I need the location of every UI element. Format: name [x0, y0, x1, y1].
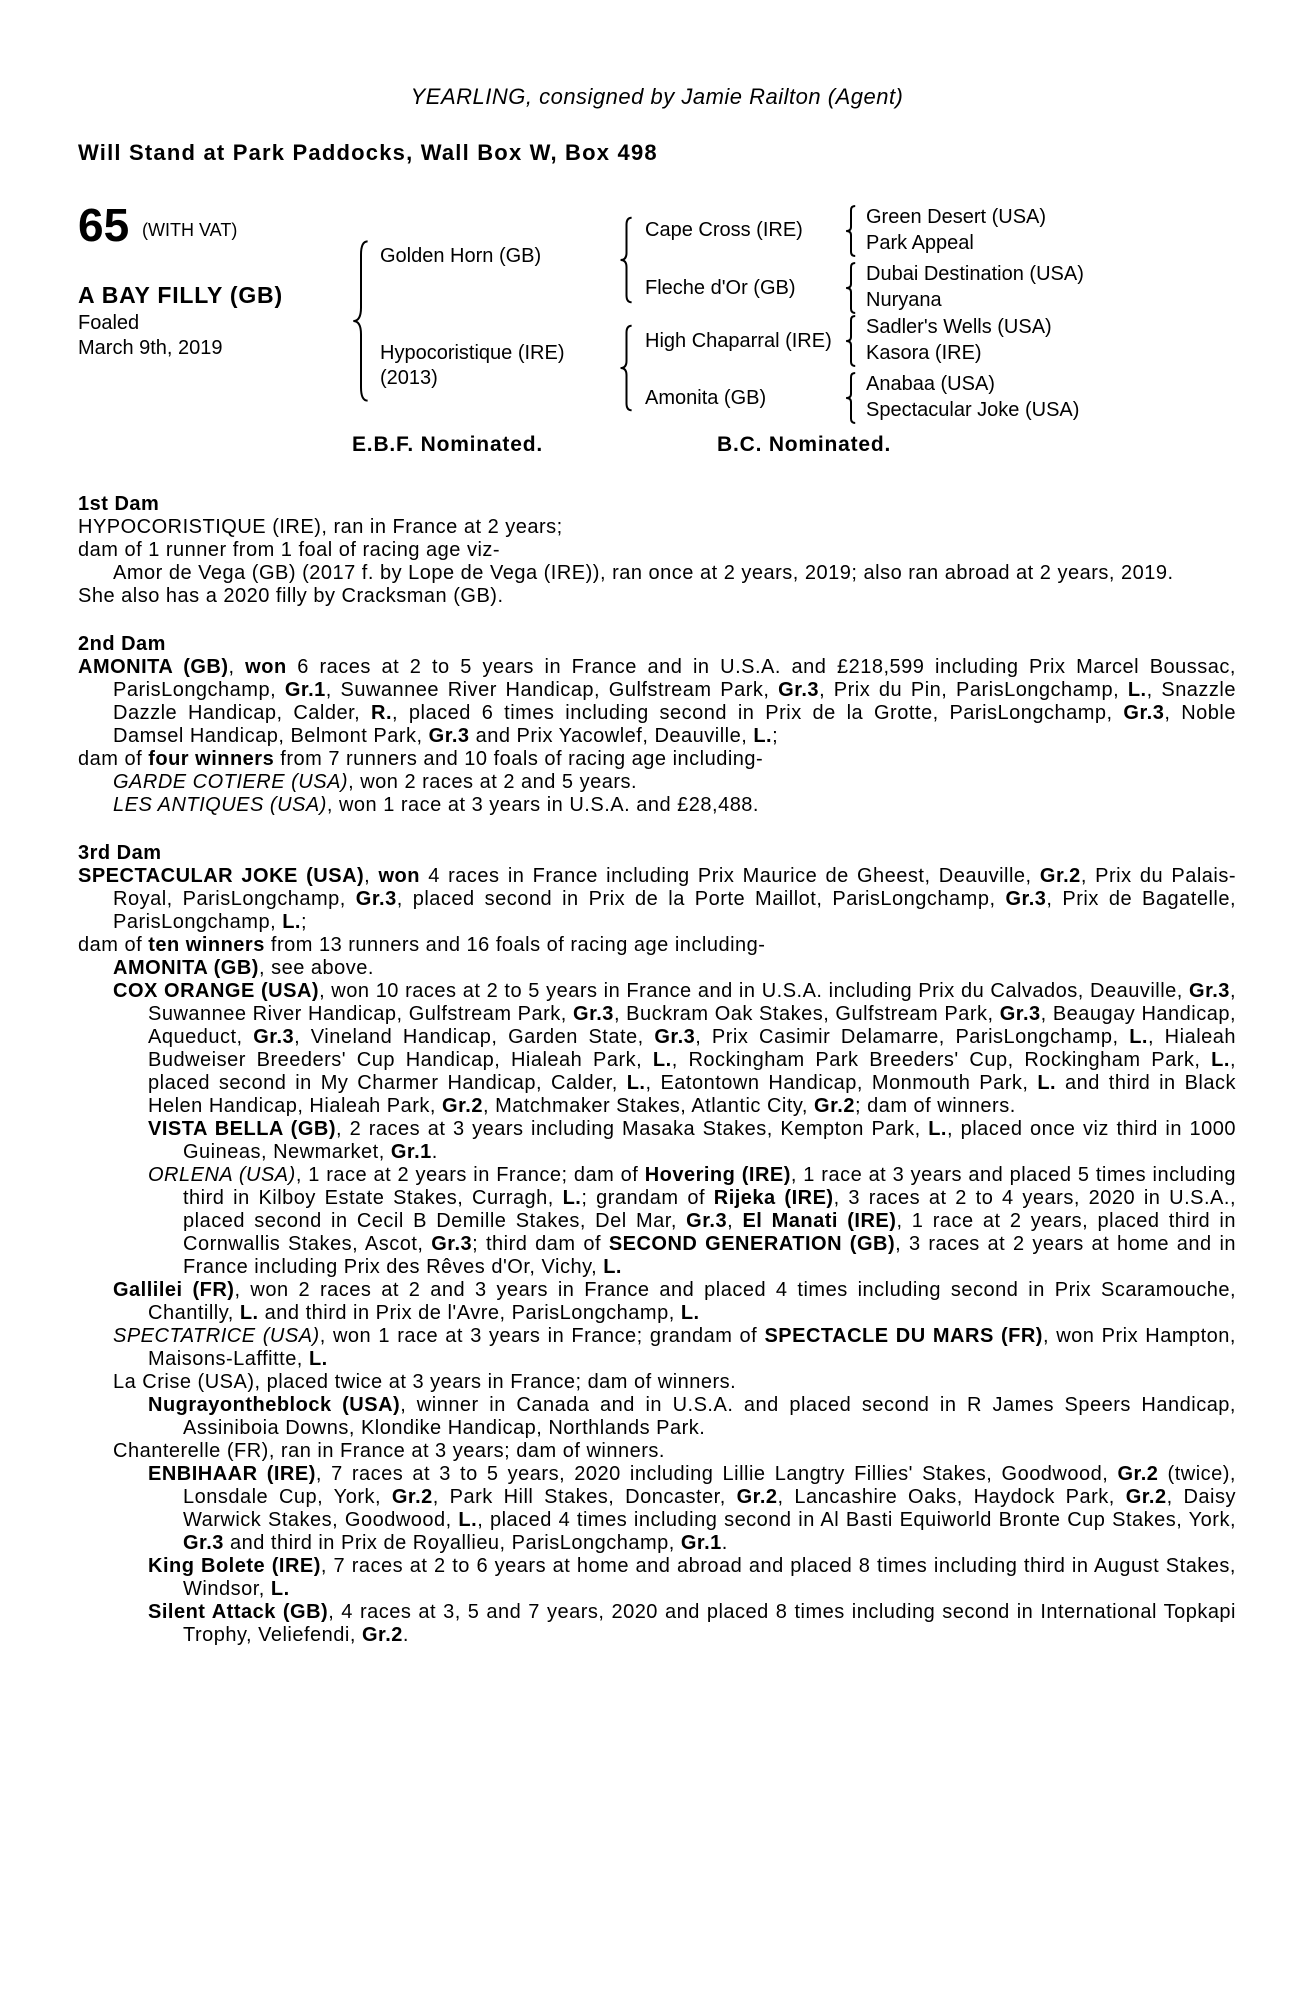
ebf-nomination: E.B.F. Nominated.: [352, 433, 543, 456]
stand-location: Will Stand at Park Paddocks, Wall Box W, Box 498: [78, 140, 658, 165]
pedigree-paragraph: La Crise (USA), placed twice at 3 years in France; dam of winners.: [113, 1371, 737, 1393]
pedigree-paragraph: SPECTATRICE (USA), won 1 race at 3 years in France; grandam of SPECTACLE DU MARS (FR), won Prix Hampton, Maisons-Laffitte, L.: [113, 1325, 1236, 1370]
vat-note: (WITH VAT): [142, 220, 238, 240]
dam-dam-name: Amonita (GB): [645, 387, 767, 409]
pedigree-paragraph: AMONITA (GB), see above.: [113, 957, 374, 979]
pedigree-paragraph: HYPOCORISTIQUE (IRE), ran in France at 2 years;: [78, 516, 563, 538]
grandparent-brace-icon: [844, 262, 858, 314]
sire-sire-name: Cape Cross (IRE): [645, 219, 803, 241]
pedigree-paragraph: dam of four winners from 7 runners and 10 foals of racing age including-: [78, 748, 764, 770]
lot-number: 65: [78, 199, 130, 251]
pedigree-paragraph: Nugrayontheblock (USA), winner in Canada and in U.S.A. and placed second in R James Speers Handicap, Assiniboia Downs, Klondike Handicap, Northlands Park.: [148, 1394, 1236, 1439]
foaled-label: Foaled: [78, 312, 140, 334]
dam-year: (2013): [380, 367, 438, 389]
pedigree-paragraph: ENBIHAAR (IRE), 7 races at 3 to 5 years, 2020 including Lillie Langtry Fillies' Stakes, Goodwood, Gr.2 (twice), Lonsdale Cup, York, Gr.2, Park Hill Stakes, Doncaster, Gr.2, Lancashire Oaks, Haydock Park, Gr.2, Daisy Warwick Stakes, Goodwood, L., placed 4 times including second in Al Basti Equiworld Bronte Cup Stakes, York, Gr.3 and third in Prix de Royallieu, ParisLongchamp, Gr.1.: [148, 1463, 1237, 1554]
pedigree-paragraph: AMONITA (GB), won 6 races at 2 to 5 years in France and in U.S.A. and £218,599 including Prix Marcel Boussac, ParisLongchamp, Gr.1, Suwannee River Handicap, Gulfstream Park, Gr.3, Prix du Pin, ParisLongchamp, L., Snazzle Dazzle Handicap, Calder, R., placed 6 times including second in Prix de la Grotte, ParisLongchamp, Gr.3, Noble Damsel Handicap, Belmont Park, Gr.3 and Prix Yacowlef, Deauville, L.;: [78, 656, 1236, 747]
lot-description: A BAY FILLY (GB): [78, 282, 283, 308]
dam-dam-dam-name: Spectacular Joke (USA): [866, 399, 1080, 421]
pedigree-paragraph: Amor de Vega (GB) (2017 f. by Lope de Vega (IRE)), ran once at 2 years, 2019; also ran abroad at 2 years, 2019.: [113, 562, 1174, 584]
catalogue-body: [78, 492, 1236, 1647]
pedigree-paragraph: Silent Attack (GB), 4 races at 3, 5 and 7 years, 2020 and placed 8 times including second in International Topkapi Trophy, Veliefendi, Gr.2.: [148, 1601, 1237, 1646]
pedigree-paragraph: King Bolete (IRE), 7 races at 2 to 6 years at home and abroad and placed 8 times including third in August Stakes, Windsor, L.: [148, 1555, 1236, 1600]
dam-brace-icon: [618, 324, 635, 412]
grandparent-brace-icon: [844, 205, 858, 257]
sire-sire-sire-name: Green Desert (USA): [866, 206, 1047, 228]
dam-heading: 1st Dam: [78, 493, 160, 515]
pedigree-paragraph: dam of 1 runner from 1 foal of racing age viz-: [78, 539, 501, 561]
dam-sire-sire-name: Sadler's Wells (USA): [866, 316, 1052, 338]
dam-name: Hypocoristique (IRE): [380, 342, 565, 364]
dam-section: [78, 492, 1236, 608]
sire-sire-dam-name: Park Appeal: [866, 232, 974, 254]
sire-name: Golden Horn (GB): [380, 245, 542, 267]
sire-dam-sire-name: Dubai Destination (USA): [866, 263, 1084, 285]
dam-section: [78, 632, 1236, 817]
pedigree-paragraph: Chanterelle (FR), ran in France at 3 years; dam of winners.: [113, 1440, 665, 1462]
consignor-title: YEARLING, consigned by Jamie Railton (Agent): [410, 84, 904, 109]
bc-nomination: B.C. Nominated.: [717, 433, 892, 456]
dam-dam-sire-name: Anabaa (USA): [866, 373, 995, 395]
pedigree-paragraph: LES ANTIQUES (USA), won 1 race at 3 years in U.S.A. and £28,488.: [113, 794, 759, 816]
pedigree-paragraph: dam of ten winners from 13 runners and 16 foals of racing age including-: [78, 934, 766, 956]
pedigree-paragraph: ORLENA (USA), 1 race at 2 years in France; dam of Hovering (IRE), 1 race at 3 years and placed 5 times including third in Kilboy Estate Stakes, Curragh, L.; grandam of Rijeka (IRE), 3 races at 2 to 4 years, 2020 in U.S.A., placed second in Cecil B Demille Stakes, Del Mar, Gr.3, El Manati (IRE), 1 race at 2 years, placed third in Cornwallis Stakes, Ascot, Gr.3; third dam of SECOND GENERATION (GB), 3 races at 2 years at home and in France including Prix des Rêves d'Or, Vichy, L.: [148, 1164, 1237, 1278]
pedigree-main-brace-icon: [350, 238, 372, 404]
sire-brace-icon: [618, 216, 635, 304]
foaled-date: March 9th, 2019: [78, 337, 223, 359]
pedigree-paragraph: COX ORANGE (USA), won 10 races at 2 to 5 years in France and in U.S.A. including Prix du Calvados, Deauville, Gr.3, Suwannee River Handicap, Gulfstream Park, Gr.3, Buckram Oak Stakes, Gulfstream Park, Gr.3, Beaugay Handicap, Aqueduct, Gr.3, Vineland Handicap, Garden State, Gr.3, Prix Casimir Delamarre, ParisLongchamp, L., Hialeah Budweiser Breeders' Cup Handicap, Hialeah Park, L., Rockingham Park Breeders' Cup, Rockingham Park, L., placed second in My Charmer Handicap, Calder, L., Eatontown Handicap, Monmouth Park, L. and third in Black Helen Handicap, Hialeah Park, Gr.2, Matchmaker Stakes, Atlantic City, Gr.2; dam of winners.: [113, 980, 1237, 1117]
dam-section: [78, 841, 1236, 1647]
dam-heading: 2nd Dam: [78, 633, 166, 655]
grandparent-brace-icon: [844, 372, 858, 424]
dam-sire-dam-name: Kasora (IRE): [866, 342, 982, 364]
sire-dam-name: Fleche d'Or (GB): [645, 277, 796, 299]
dam-heading: 3rd Dam: [78, 842, 162, 864]
grandparent-brace-icon: [844, 315, 858, 367]
dam-sire-name: High Chaparral (IRE): [645, 330, 832, 352]
pedigree-paragraph: Gallilei (FR), won 2 races at 2 and 3 years in France and placed 4 times including second in Prix Scaramouche, Chantilly, L. and third in Prix de l'Avre, ParisLongchamp, L.: [113, 1279, 1237, 1324]
pedigree-paragraph: VISTA BELLA (GB), 2 races at 3 years including Masaka Stakes, Kempton Park, L., placed once viz third in 1000 Guineas, Newmarket, Gr.1.: [148, 1118, 1236, 1163]
sire-dam-dam-name: Nuryana: [866, 289, 942, 311]
pedigree-paragraph: SPECTACULAR JOKE (USA), won 4 races in France including Prix Maurice de Gheest, Deauville, Gr.2, Prix du Palais-Royal, ParisLongchamp, Gr.3, placed second in Prix de la Porte Maillot, ParisLongchamp, Gr.3, Prix de Bagatelle, ParisLongchamp, L.;: [78, 865, 1237, 933]
pedigree-table: [78, 199, 1236, 464]
pedigree-paragraph: She also has a 2020 filly by Cracksman (GB).: [78, 585, 504, 607]
pedigree-paragraph: GARDE COTIERE (USA), won 2 races at 2 and 5 years.: [113, 771, 638, 793]
